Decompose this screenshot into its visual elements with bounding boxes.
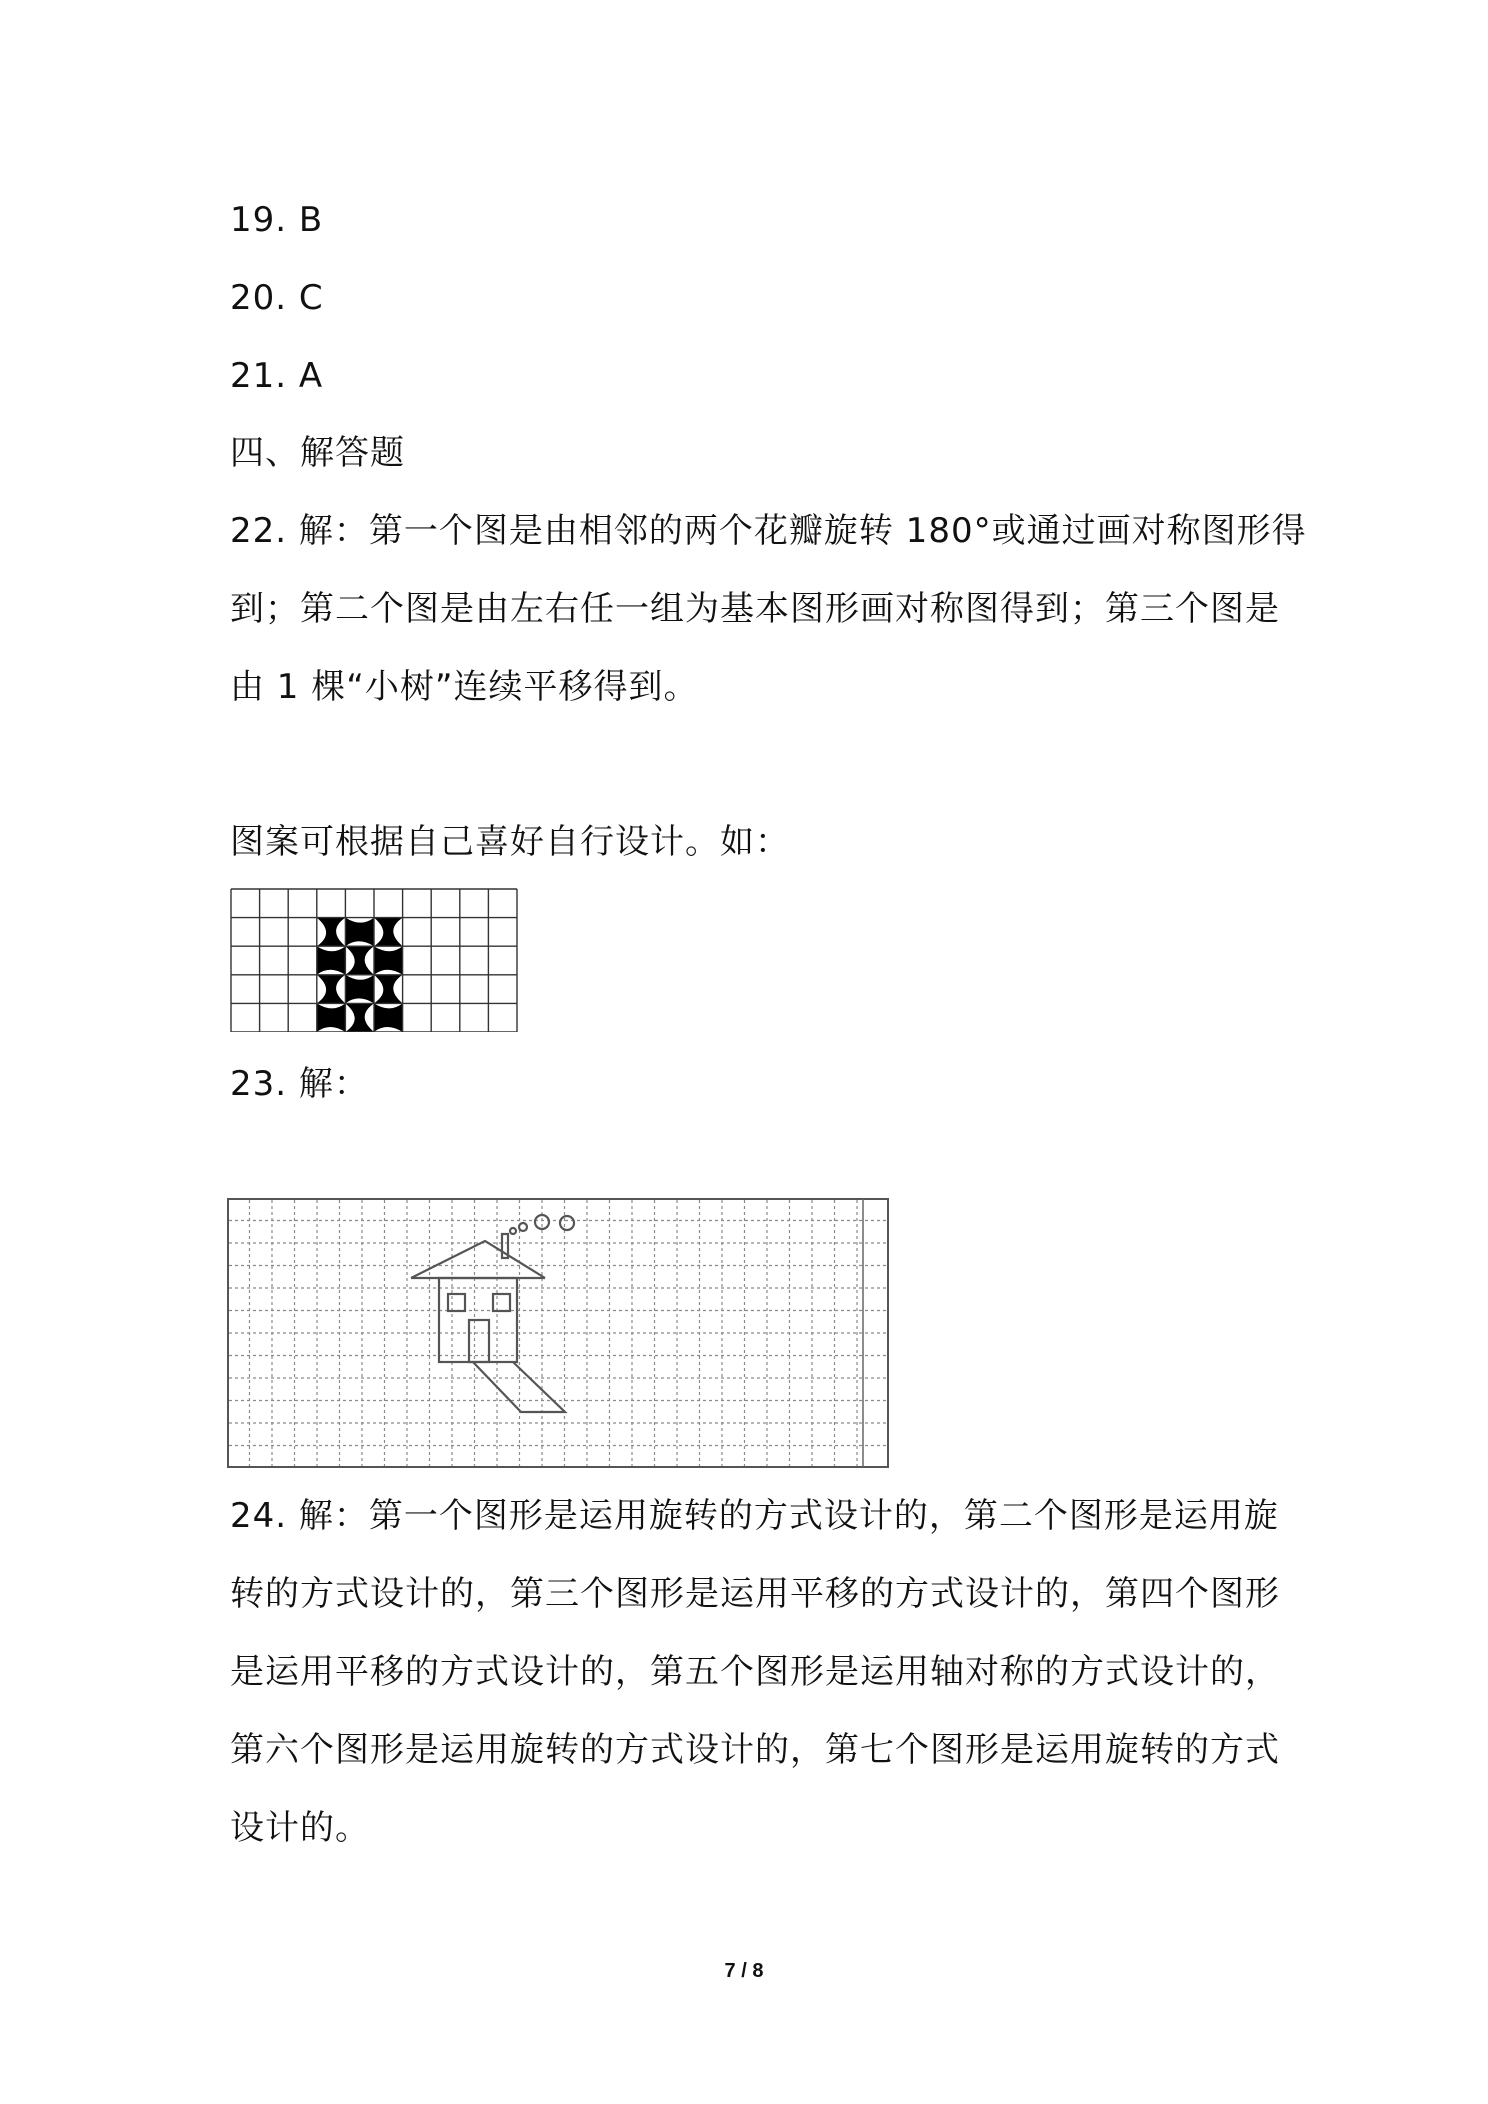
pattern-cell (374, 918, 403, 947)
q22-design-note: 图案可根据自己喜好自行设计。如： (230, 822, 790, 862)
page-number: 7 / 8 (724, 1960, 764, 1982)
q24-line-3: 是运用平移的方式设计的，第五个图形是运用轴对称的方式设计的， (230, 1652, 1280, 1692)
q22-line-3: 由 1 棵“小树”连续平移得到。 (230, 667, 699, 707)
pattern-cell (345, 946, 374, 975)
answer-19: 19. B (230, 200, 324, 240)
pattern-grid-figure (230, 888, 518, 1032)
q22-line-2: 到；第二个图是由左右任一组为基本图形画对称图得到；第三个图是 (230, 589, 1280, 629)
q24-line-1: 24. 解：第一个图形是运用旋转的方式设计的，第二个图形是运用旋 (230, 1496, 1279, 1536)
pattern-cell (374, 946, 403, 975)
pattern-cell (374, 975, 403, 1004)
pattern-cell (317, 975, 346, 1004)
q22-line-1: 22. 解：第一个图是由相邻的两个花瓣旋转 180°或通过画对称图形得 (230, 511, 1307, 551)
answer-21: 21. A (230, 356, 324, 396)
answer-20: 20. C (230, 278, 324, 318)
section-heading: 四、解答题 (230, 433, 405, 473)
pattern-cell (345, 918, 374, 947)
pattern-cell (345, 1003, 374, 1032)
q24-line-4: 第六个图形是运用旋转的方式设计的，第七个图形是运用旋转的方式 (230, 1730, 1280, 1770)
q23-label: 23. 解： (230, 1064, 369, 1104)
q24-line-5: 设计的。 (230, 1808, 370, 1848)
pattern-cell (317, 1003, 346, 1032)
house-grid-figure (227, 1198, 889, 1468)
pattern-cell (345, 975, 374, 1004)
pattern-cell (317, 918, 346, 947)
q24-line-2: 转的方式设计的，第三个图形是运用平移的方式设计的，第四个图形 (230, 1574, 1280, 1614)
pattern-cell (317, 946, 346, 975)
pattern-cell (374, 1003, 403, 1032)
